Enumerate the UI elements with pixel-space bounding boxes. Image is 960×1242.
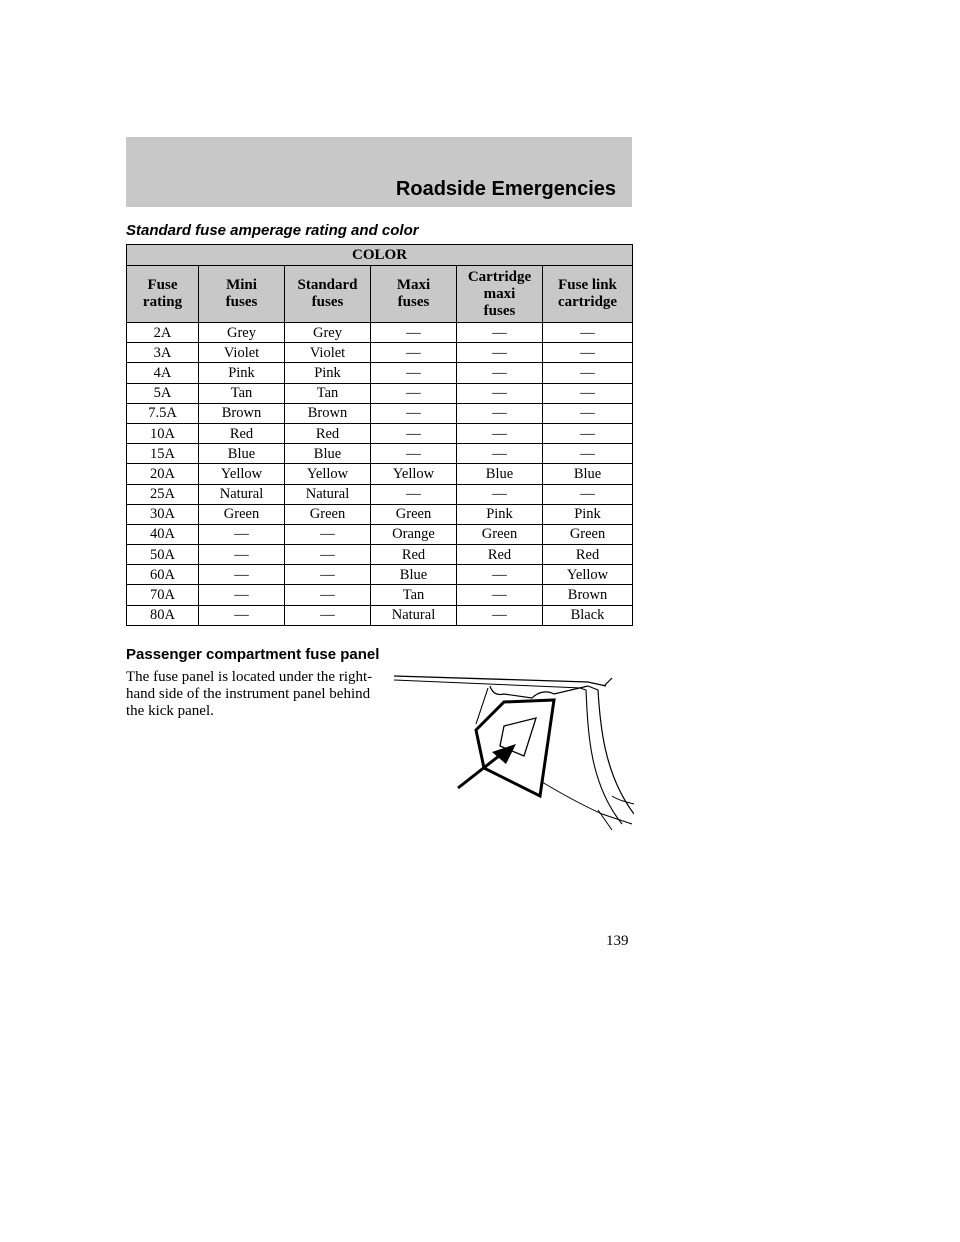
- table-cell: 40A: [127, 524, 199, 544]
- column-header: [127, 266, 199, 323]
- table-cell: Pink: [199, 363, 285, 383]
- table-cell: —: [285, 585, 371, 605]
- table-row: [127, 484, 633, 504]
- header-band: [126, 137, 632, 207]
- table-row: [127, 343, 633, 363]
- table-cell: —: [457, 444, 543, 464]
- column-header-line: Maxi: [396, 277, 431, 293]
- table-cell: 7.5A: [127, 403, 199, 423]
- table-cell: —: [371, 444, 457, 464]
- table-row: [127, 545, 633, 565]
- column-header: [199, 266, 285, 323]
- table-cell: 10A: [127, 423, 199, 443]
- table-cell: —: [371, 484, 457, 504]
- table-cell: Red: [285, 423, 371, 443]
- table-cell: Pink: [285, 363, 371, 383]
- table-cell: 2A: [127, 323, 199, 343]
- table-cell: —: [199, 585, 285, 605]
- table-row: [127, 403, 633, 423]
- table-cell: Violet: [285, 343, 371, 363]
- table-row: [127, 605, 633, 625]
- column-header-line: rating: [142, 294, 183, 310]
- table-cell: —: [543, 403, 633, 423]
- table-cell: Green: [457, 524, 543, 544]
- table-cell: 4A: [127, 363, 199, 383]
- page-header-title: Roadside Emergencies: [395, 178, 616, 200]
- fuse-panel-location-diagram: [392, 664, 634, 834]
- table-cell: 20A: [127, 464, 199, 484]
- table-cell: Natural: [371, 605, 457, 625]
- column-header: [285, 266, 371, 323]
- column-header: [371, 266, 457, 323]
- column-header: [543, 266, 633, 323]
- table-cell: —: [543, 444, 633, 464]
- table-cell: 3A: [127, 343, 199, 363]
- table-row: [127, 464, 633, 484]
- column-header-line: Cartridge: [467, 268, 532, 285]
- table-cell: —: [543, 323, 633, 343]
- table-cell: Tan: [371, 585, 457, 605]
- table-cell: Tan: [285, 383, 371, 403]
- table-cell: Green: [285, 504, 371, 524]
- table-cell: Black: [543, 605, 633, 625]
- table-row: [127, 504, 633, 524]
- table-cell: Blue: [543, 464, 633, 484]
- table-cell: Natural: [199, 484, 285, 504]
- table-cell: —: [457, 403, 543, 423]
- table-cell: —: [371, 423, 457, 443]
- table-row: [127, 363, 633, 383]
- table-cell: Green: [199, 504, 285, 524]
- table-cell: Grey: [199, 323, 285, 343]
- table-cell: Green: [371, 504, 457, 524]
- column-header-line: maxi: [483, 285, 516, 302]
- table-cell: Red: [371, 545, 457, 565]
- table-cell: —: [457, 565, 543, 585]
- table-row: [127, 323, 633, 343]
- table-cell: 15A: [127, 444, 199, 464]
- table-cell: Blue: [199, 444, 285, 464]
- column-header-line: fuses: [397, 294, 430, 310]
- table-cell: Blue: [285, 444, 371, 464]
- table-cell: Blue: [457, 464, 543, 484]
- table-cell: Yellow: [285, 464, 371, 484]
- column-header-line: Fuse: [147, 277, 178, 293]
- column-header-line: fuses: [225, 294, 258, 310]
- table-cell: Pink: [457, 504, 543, 524]
- table-cell: Violet: [199, 343, 285, 363]
- table-cell: Blue: [371, 565, 457, 585]
- column-header-line: fuses: [483, 302, 516, 319]
- column-header-line: Mini: [226, 277, 257, 293]
- table-cell: —: [285, 605, 371, 625]
- table-cell: Yellow: [543, 565, 633, 585]
- fuse-color-table: [126, 244, 633, 626]
- table-cell: Grey: [285, 323, 371, 343]
- table-cell: 60A: [127, 565, 199, 585]
- table-cell: —: [457, 383, 543, 403]
- table-cell: Brown: [199, 403, 285, 423]
- table-cell: Brown: [543, 585, 633, 605]
- table-cell: Red: [199, 423, 285, 443]
- table-cell: —: [285, 524, 371, 544]
- table-row: [127, 524, 633, 544]
- table-cell: —: [285, 545, 371, 565]
- table-cell: —: [199, 545, 285, 565]
- table-cell: Natural: [285, 484, 371, 504]
- table-cell: —: [199, 524, 285, 544]
- table-cell: —: [543, 484, 633, 504]
- table-cell: —: [457, 605, 543, 625]
- table-cell: —: [543, 343, 633, 363]
- table-cell: —: [543, 383, 633, 403]
- table-cell: 70A: [127, 585, 199, 605]
- section-heading: Passenger compartment fuse panel: [126, 646, 380, 663]
- table-cell: —: [457, 423, 543, 443]
- table-row: [127, 423, 633, 443]
- table-cell: —: [285, 565, 371, 585]
- table-cell: —: [543, 363, 633, 383]
- page-number: 139: [606, 933, 629, 949]
- table-cell: 80A: [127, 605, 199, 625]
- table-cell: —: [371, 323, 457, 343]
- table-cell: Green: [543, 524, 633, 544]
- column-header-line: Fuse link: [558, 277, 617, 293]
- table-cell: —: [457, 343, 543, 363]
- table-cell: Orange: [371, 524, 457, 544]
- table-cell: 30A: [127, 504, 199, 524]
- table-row: [127, 444, 633, 464]
- table-cell: —: [543, 423, 633, 443]
- table-row: [127, 585, 633, 605]
- table-cell: Pink: [543, 504, 633, 524]
- table-cell: —: [457, 323, 543, 343]
- table-cell: 5A: [127, 383, 199, 403]
- table-cell: —: [371, 363, 457, 383]
- table-cell: —: [371, 383, 457, 403]
- table-cell: —: [199, 565, 285, 585]
- table-cell: 50A: [127, 545, 199, 565]
- column-header: [457, 266, 543, 323]
- column-header-line: Standard: [297, 277, 358, 293]
- color-group-header: COLOR: [127, 245, 633, 266]
- table-heading: Standard fuse amperage rating and color: [126, 222, 419, 239]
- section-body-text: The fuse panel is located under the right-hand side of the instrument panel behind the kick panel.: [126, 669, 373, 719]
- table-cell: Brown: [285, 403, 371, 423]
- table-cell: Red: [457, 545, 543, 565]
- table-cell: —: [199, 605, 285, 625]
- table-cell: —: [457, 484, 543, 504]
- column-header-line: cartridge: [557, 294, 618, 310]
- table-cell: Yellow: [199, 464, 285, 484]
- table-cell: 25A: [127, 484, 199, 504]
- table-cell: Tan: [199, 383, 285, 403]
- column-header-line: fuses: [311, 294, 344, 310]
- table-cell: —: [457, 363, 543, 383]
- table-cell: —: [371, 343, 457, 363]
- table-cell: —: [371, 403, 457, 423]
- table-row: [127, 383, 633, 403]
- table-row: [127, 565, 633, 585]
- table-cell: Red: [543, 545, 633, 565]
- table-cell: Yellow: [371, 464, 457, 484]
- table-cell: —: [457, 585, 543, 605]
